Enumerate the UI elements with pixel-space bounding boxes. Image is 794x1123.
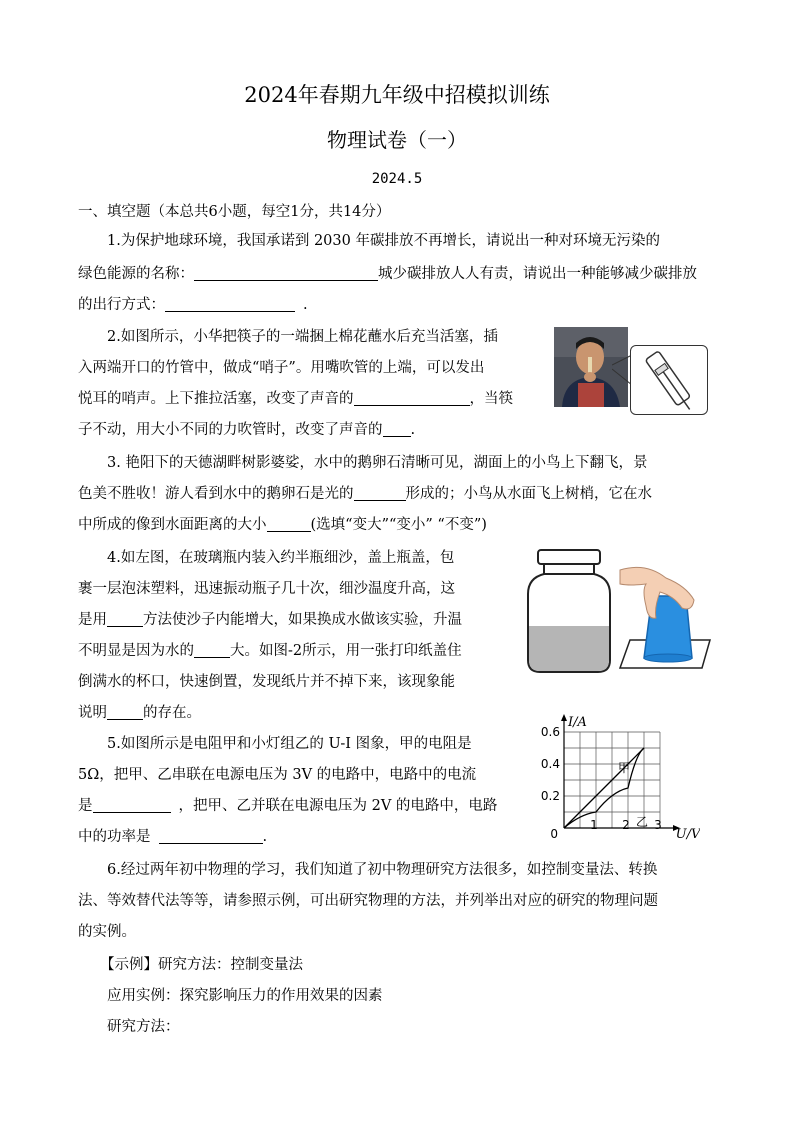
q4-text-d: 大。如图-2所示，用一张打印纸盖住 bbox=[230, 643, 462, 659]
q4-line5: 倒满水的杯口，快速倒置，发现纸片并不掉下来，该现象能 bbox=[78, 674, 455, 690]
q3-text-b: 形成的；小鸟从水面飞上树梢，它在水 bbox=[405, 486, 652, 502]
q2-text-b: ，当筷 bbox=[469, 391, 513, 407]
q1-line2 bbox=[78, 264, 697, 284]
q4-line2: 裹一层泡沫塑料，迅速振动瓶子几十次，细沙温度升高，这 bbox=[78, 581, 455, 597]
q5-blank-power[interactable] bbox=[159, 827, 263, 844]
y-tick-label: 0.4 bbox=[540, 757, 560, 771]
q3-blank-distance[interactable] bbox=[267, 515, 311, 532]
q2-text-c: 子不动，用大小不同的力吹管时，改变了声音的 bbox=[78, 422, 383, 438]
q1-text-b: 城少碳排放人人有责，请说出一种能够减少碳排放 bbox=[378, 266, 697, 282]
q2-line1: 2.如图所示，小华把筷子的一端捆上棉花蘸水后充当活塞，插 bbox=[107, 329, 498, 345]
y-tick-label: 0.2 bbox=[540, 789, 560, 803]
q3-text-d: (选填“变大”“变小” “不变”) bbox=[310, 517, 487, 533]
y-tick-label: 0.6 bbox=[540, 725, 560, 739]
q6-example: 【示例】研究方法：控制变量法 bbox=[100, 957, 303, 973]
q4-blank-property[interactable] bbox=[194, 641, 230, 658]
q1-line1: 1.为保护地球环境，我国承诺到 2030 年碳排放不再增长，请说出一种对环境无污染的 bbox=[107, 233, 660, 249]
q6-line2: 法、等效替代法等等，请参照示例，可出研究物理的方法，并列举出对应的研究的物理问题 bbox=[78, 893, 658, 909]
series-label-1: 甲 bbox=[618, 761, 631, 775]
x-tick-label: 1 bbox=[590, 818, 598, 832]
q4-line4 bbox=[78, 641, 462, 661]
y-axis-label: I/A bbox=[568, 715, 587, 730]
origin-label: 0 bbox=[550, 827, 558, 841]
q2-blank-pitch[interactable] bbox=[354, 389, 470, 406]
q1-text-d: . bbox=[303, 297, 308, 313]
x-axis-label: U/V bbox=[675, 827, 700, 842]
q5-line2: 5Ω，把甲、乙串联在电源电压为 3V 的电路中，电路中的电流 bbox=[78, 767, 477, 783]
q3-line3 bbox=[78, 515, 487, 535]
q4-text-c: 不明显是因为水的 bbox=[78, 643, 194, 659]
q4-blank-pressure[interactable] bbox=[107, 703, 143, 720]
q6-method: 研究方法： bbox=[107, 1019, 180, 1035]
q5-blank-current[interactable] bbox=[93, 796, 171, 813]
q1-blank-energy[interactable] bbox=[194, 264, 378, 281]
q5-text-c: 中的功率是 bbox=[78, 829, 151, 845]
whistle-tube-inset bbox=[630, 345, 708, 415]
q1-blank-travel[interactable] bbox=[165, 295, 295, 312]
q2-line2: 入两端开口的竹管中，做成“哨子”。用嘴吹管的上端，可以发出 bbox=[78, 360, 485, 376]
series-label-2: 乙 bbox=[636, 815, 649, 829]
q2-text-a: 悦耳的哨声。上下推拉活塞，改变了声音的 bbox=[78, 391, 354, 407]
exam-subtitle: 物理试卷（一） bbox=[327, 128, 467, 152]
exam-date: 2024.5 bbox=[371, 171, 423, 187]
q4-line3 bbox=[78, 610, 462, 630]
q2-line3 bbox=[78, 389, 513, 409]
q5-line1: 5.如图所示是电阻甲和小灯组乙的 U-I 图象，甲的电阻是 bbox=[107, 736, 472, 752]
q6-application: 应用实例：探究影响压力的作用效果的因素 bbox=[107, 988, 383, 1004]
q5-text-d: . bbox=[262, 829, 268, 845]
q1-line3 bbox=[78, 295, 308, 315]
q3-line2 bbox=[78, 484, 652, 504]
q1-text-a: 绿色能源的名称： bbox=[78, 266, 194, 282]
y-axis-arrow bbox=[561, 714, 567, 721]
chart-series bbox=[564, 748, 644, 828]
q4-text-b: 方法使沙子内能增大，如果换成水做该实验，升温 bbox=[143, 612, 462, 628]
q4-text-a: 是用 bbox=[78, 612, 107, 628]
q4-line1: 4.如左图，在玻璃瓶内装入约半瓶细沙，盖上瓶盖，包 bbox=[107, 550, 455, 566]
x-tick-label: 2 bbox=[622, 818, 630, 832]
q6-line3: 的实例。 bbox=[78, 924, 136, 940]
q4-blank-method[interactable] bbox=[107, 610, 143, 627]
q2-blank-loudness[interactable] bbox=[383, 420, 411, 437]
q3-text-c: 中所成的像到水面距离的大小 bbox=[78, 517, 267, 533]
exam-title: 2024年春期九年级中招模拟训练 bbox=[244, 83, 550, 107]
q5-text-b: ，把甲、乙并联在电源电压为 2V 的电路中，电路 bbox=[178, 798, 498, 814]
q6-line1: 6.经过两年初中物理的学习，我们知道了初中物理研究方法很多，如控制变量法、转换 bbox=[107, 862, 658, 878]
section-heading: 一、填空题（本总共6小题，每空1分，共14分） bbox=[78, 204, 391, 220]
ui-graph bbox=[540, 704, 700, 844]
q3-text-a: 色美不胜收！游人看到水中的鹅卵石是光的 bbox=[78, 486, 354, 502]
sand-jar-figure bbox=[524, 548, 614, 676]
q3-blank-light[interactable] bbox=[354, 484, 406, 501]
series-line-1 bbox=[564, 748, 644, 828]
q1-text-c: 的出行方式： bbox=[78, 297, 165, 313]
chart-labels bbox=[541, 715, 700, 842]
q2-text-d: . bbox=[410, 422, 416, 438]
q5-text-a: 是 bbox=[78, 798, 93, 814]
x-tick-label: 3 bbox=[654, 818, 662, 832]
q3-line1: 3. 艳阳下的天德湖畔树影婆娑，水中的鹅卵石清晰可见，湖面上的小鸟上下翻飞，景 bbox=[107, 455, 648, 471]
q5-line3 bbox=[78, 796, 497, 816]
q5-line4 bbox=[78, 827, 267, 847]
q4-text-e: 说明 bbox=[78, 705, 107, 721]
q2-line4 bbox=[78, 420, 415, 440]
q4-text-f: 的存在。 bbox=[143, 705, 201, 721]
q4-line6 bbox=[78, 703, 201, 723]
inverted-cup-figure bbox=[616, 556, 714, 672]
